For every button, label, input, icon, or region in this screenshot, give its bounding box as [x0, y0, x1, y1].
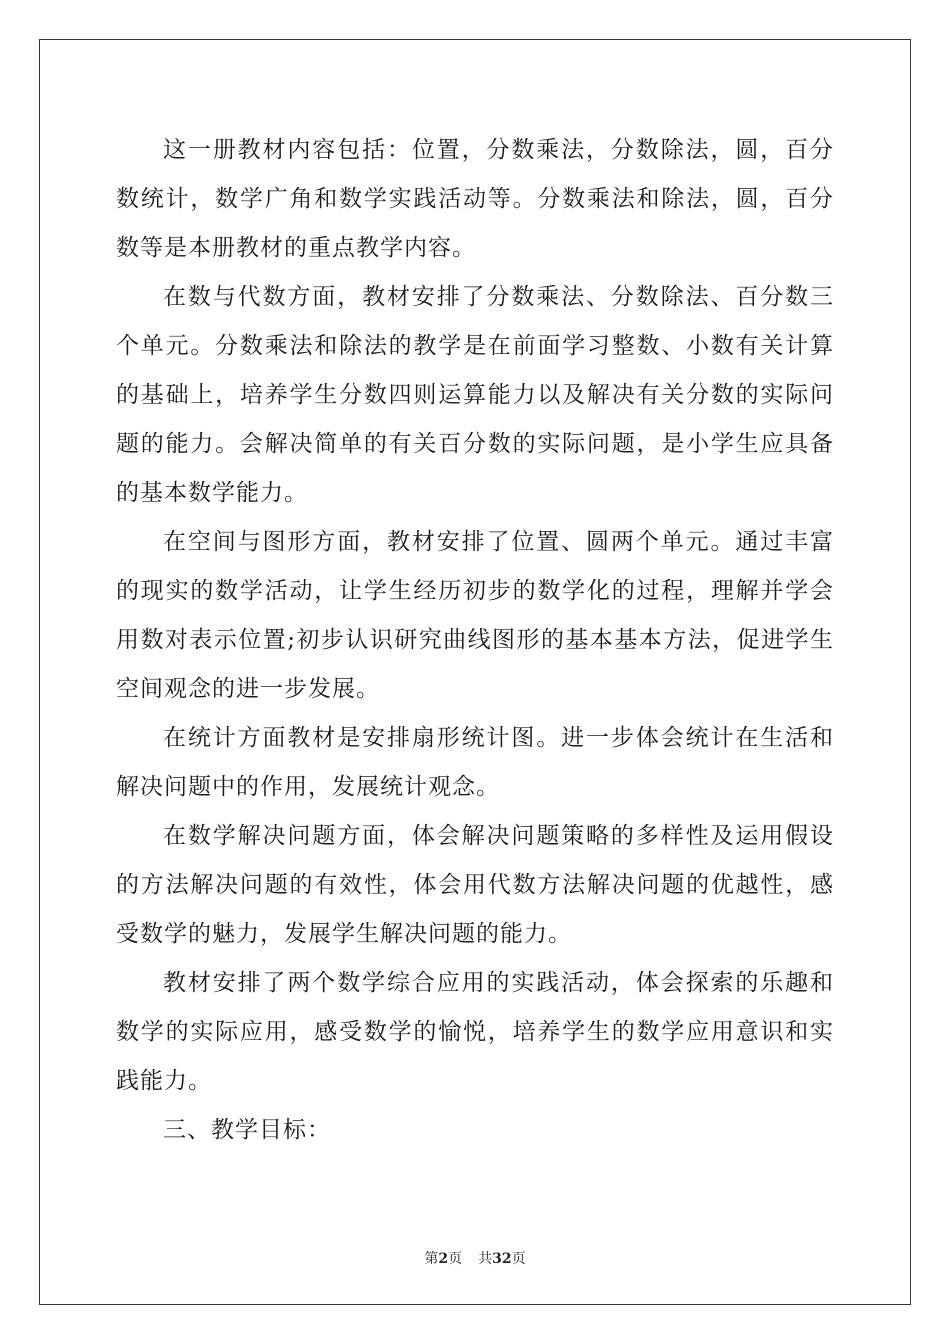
- paragraph: 教材安排了两个数学综合应用的实践活动，体会探索的乐趣和数学的实际应用，感受数学的愉悦，培养学生的数学应用意识和实践能力。: [116, 970, 834, 1094]
- page-footer: [0, 1248, 950, 1268]
- paragraph: 在数学解决问题方面，体会解决问题策略的多样性及运用假设的方法解决问题的有效性，体会用代数方法解决问题的优越性，感受数学的魅力，发展学生解决问题的能力。: [116, 823, 834, 947]
- section-heading: 三、教学目标：: [163, 1117, 331, 1143]
- document-body: [116, 126, 834, 1155]
- total-prefix: 共: [478, 1251, 493, 1267]
- total-suffix: 页: [511, 1251, 526, 1267]
- page-prefix: 第: [424, 1251, 439, 1267]
- page-suffix: 页: [448, 1251, 463, 1267]
- paragraph: 在空间与图形方面，教材安排了位置、圆两个单元。通过丰富的现实的数学活动，让学生经历初步的数学化的过程，理解并学会用数对表示位置;初步认识研究曲线图形的基本基本方法，促进学生空间观念的进一步发展。: [116, 529, 834, 702]
- paragraph: 在数与代数方面，教材安排了分数乘法、分数除法、百分数三个单元。分数乘法和除法的教学是在前面学习整数、小数有关计算的基础上，培养学生分数四则运算能力以及解决有关分数的实际问题的能力。会解决简单的有关百分数的实际问题，是小学生应具备的基本数学能力。: [116, 284, 834, 506]
- total-pages: 32: [492, 1251, 512, 1267]
- paragraph: 这一册教材内容包括：位置，分数乘法，分数除法，圆，百分数统计，数学广角和数学实践活动等。分数乘法和除法，圆，百分数等是本册教材的重点教学内容。: [116, 137, 834, 261]
- page-number: 2: [438, 1251, 449, 1267]
- paragraph: 在统计方面教材是安排扇形统计图。进一步体会统计在生活和解决问题中的作用，发展统计观念。: [116, 725, 834, 800]
